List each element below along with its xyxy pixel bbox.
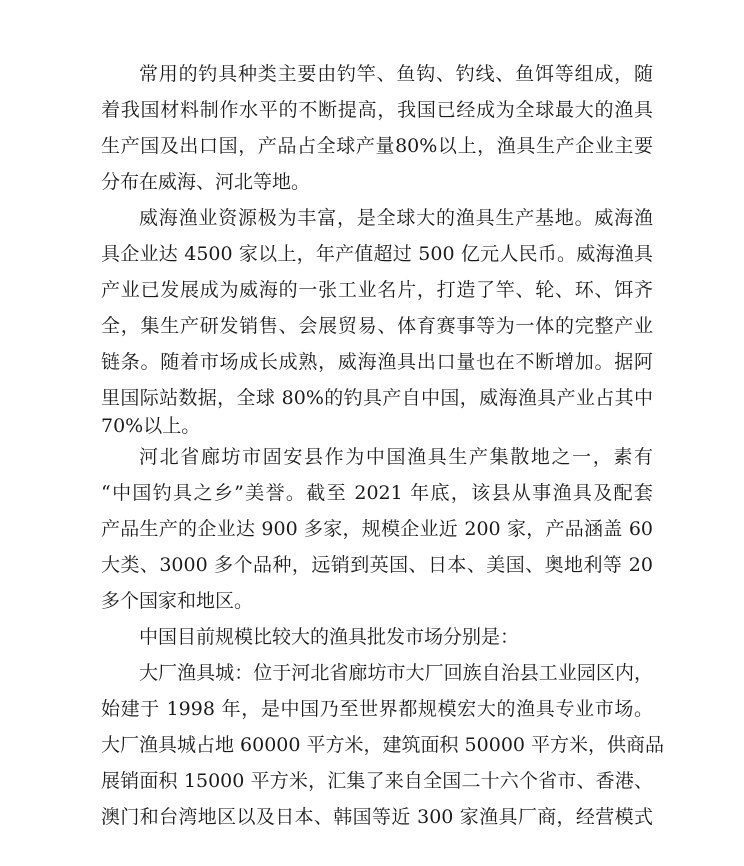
text-line: 着我国材料制作水平的不断提高，我国已经成为全球最大的渔具 [101, 99, 653, 121]
text-line: 产品生产的企业达 900 多家，规模企业近 200 家，产品涵盖 60 [101, 518, 653, 540]
text-line: “中国钓具之乡”美誉。截至 2021 年底，该县从事渔具及配套 [101, 482, 653, 504]
text-line: 威海渔业资源极为丰富，是全球大的渔具生产基地。威海渔 [139, 207, 653, 229]
text-line: 具企业达 4500 家以上，年产值超过 500 亿元人民币。威海渔具 [101, 243, 653, 265]
text-line: 中国目前规模比较大的渔具批发市场分别是： [139, 626, 520, 648]
text-line: 大厂渔具城占地 60000 平方米，建筑面积 50000 平方米，供商品 [101, 734, 665, 756]
text-line: 河北省廊坊市固安县作为中国渔具生产集散地之一，素有 [139, 446, 653, 468]
text-line: 展销面积 15000 平方米，汇集了来自全国二十六个省市、香港、 [101, 770, 653, 792]
text-line: 始建于 1998 年，是中国乃至世界都规模宏大的渔具专业市场。 [101, 698, 653, 720]
text-line: 澳门和台湾地区以及日本、韩国等近 300 家渔具厂商，经营模式 [101, 806, 653, 828]
text-line: 70%以上。 [101, 415, 201, 437]
text-line: 多个国家和地区。 [101, 590, 254, 612]
text-line: 大类、3000 多个品种，远销到英国、日本、美国、奥地利等 20 [101, 554, 653, 576]
text-line: 里国际站数据，全球 80%的钓具产自中国，威海渔具产业占其中 [101, 387, 653, 409]
text-line: 产业已发展成为威海的一张工业名片，打造了竿、轮、环、饵齐 [101, 279, 653, 301]
text-line: 链条。随着市场成长成熟，威海渔具出口量也在不断增加。据阿 [101, 351, 653, 373]
text-line: 大厂渔具城：位于河北省廊坊市大厂回族自治县工业园区内， [139, 662, 653, 684]
text-line: 生产国及出口国，产品占全球产量80%以上，渔具生产企业主要 [101, 135, 653, 157]
text-line: 分布在威海、河北等地。 [101, 171, 311, 193]
text-line: 全，集生产研发销售、会展贸易、体育赛事等为一体的完整产业 [101, 315, 653, 337]
text-line: 常用的钓具种类主要由钓竿、鱼钩、钓线、鱼饵等组成，随 [139, 63, 653, 85]
